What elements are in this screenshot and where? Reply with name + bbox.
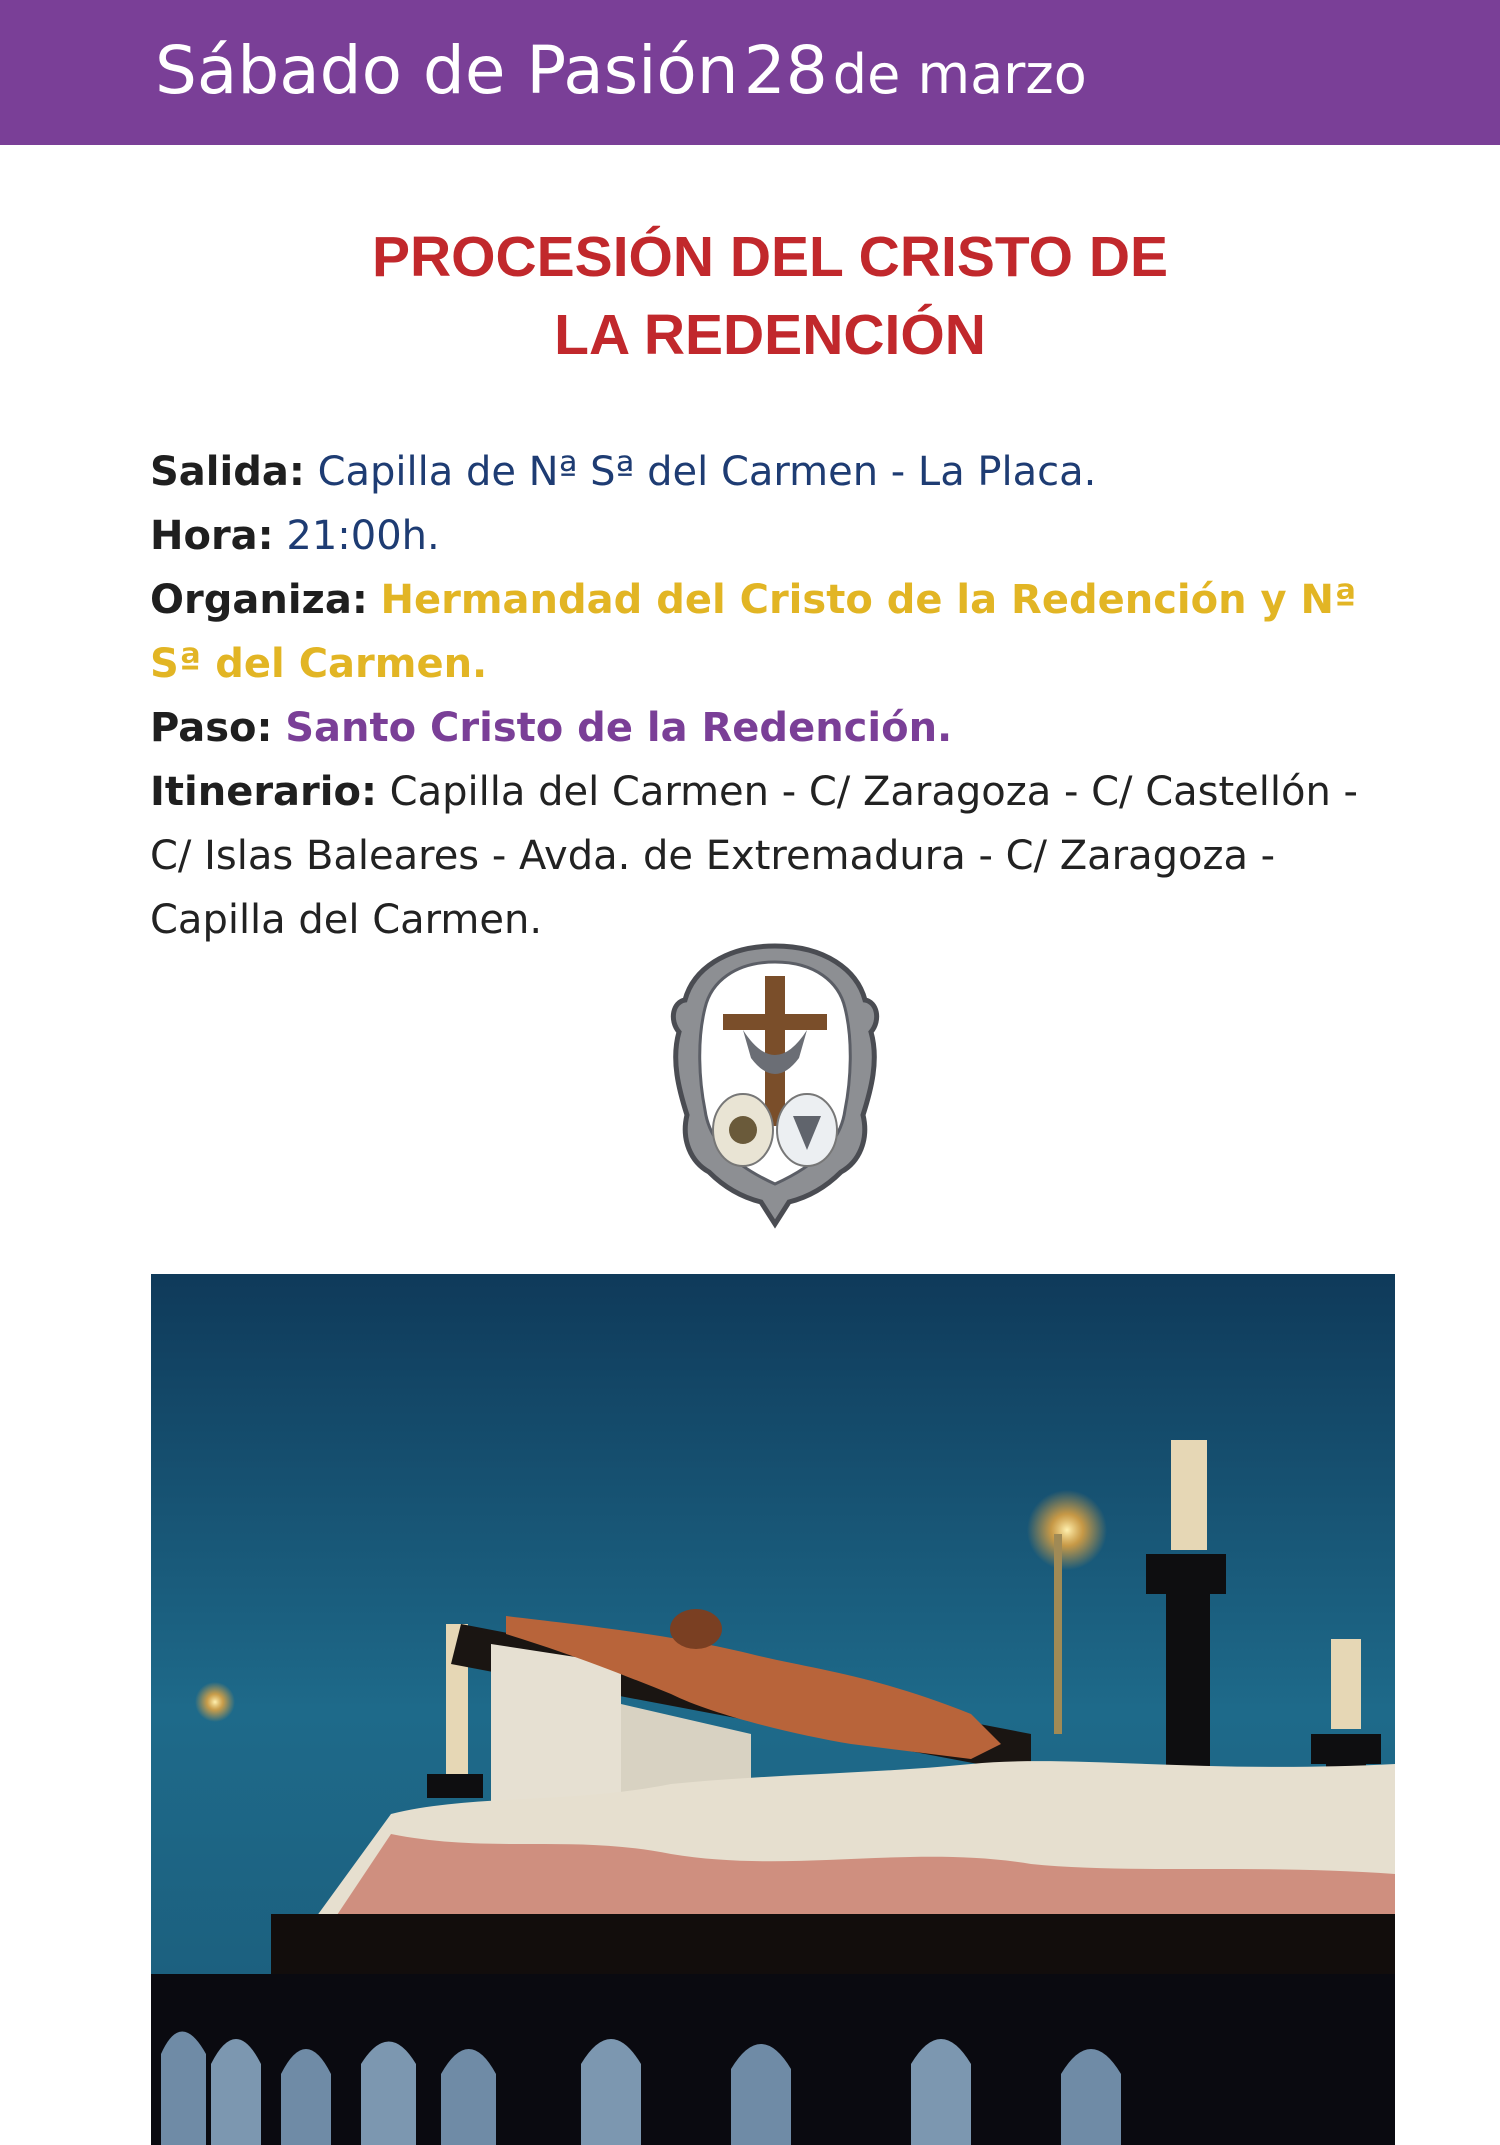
itinerario-value: Capilla del Carmen - C/ Zaragoza - C/ Castellón - C/ Islas Baleares - Avda. de Extremadura - C/ Zaragoza - Capilla del Carmen. [150, 769, 1358, 943]
paso-label: Paso: [150, 705, 273, 751]
organiza-value: Hermandad del Cristo de la Redención y Nª Sª del Carmen. [150, 577, 1357, 687]
header-bar [0, 0, 1500, 145]
hora-label: Hora: [150, 513, 274, 559]
page-title [155, 32, 1087, 109]
title-day-number: 28 [743, 32, 828, 109]
brotherhood-emblem [665, 940, 885, 1230]
salida-label: Salida: [150, 449, 305, 495]
hora-row [150, 504, 1400, 568]
organiza-row [150, 568, 1400, 696]
salida-value: Capilla de Nª Sª del Carmen - La Placa. [317, 449, 1097, 495]
title-day-prefix: Sábado de Pasión [155, 32, 739, 109]
title-month: de marzo [832, 43, 1087, 106]
salida-row [150, 440, 1400, 504]
itinerario-label: Itinerario: [150, 769, 377, 815]
paso-row [150, 696, 1400, 760]
procession-photo [151, 1274, 1395, 2145]
procession-title [0, 218, 1500, 374]
procession-title-line2: LA REDENCIÓN [554, 303, 986, 367]
hora-value: 21:00h. [286, 513, 440, 559]
itinerario-row [150, 760, 1400, 952]
procession-details [150, 440, 1400, 952]
organiza-label: Organiza: [150, 577, 368, 623]
procession-title-line1: PROCESIÓN DEL CRISTO DE [371, 225, 1169, 289]
paso-value: Santo Cristo de la Redención. [285, 705, 953, 751]
